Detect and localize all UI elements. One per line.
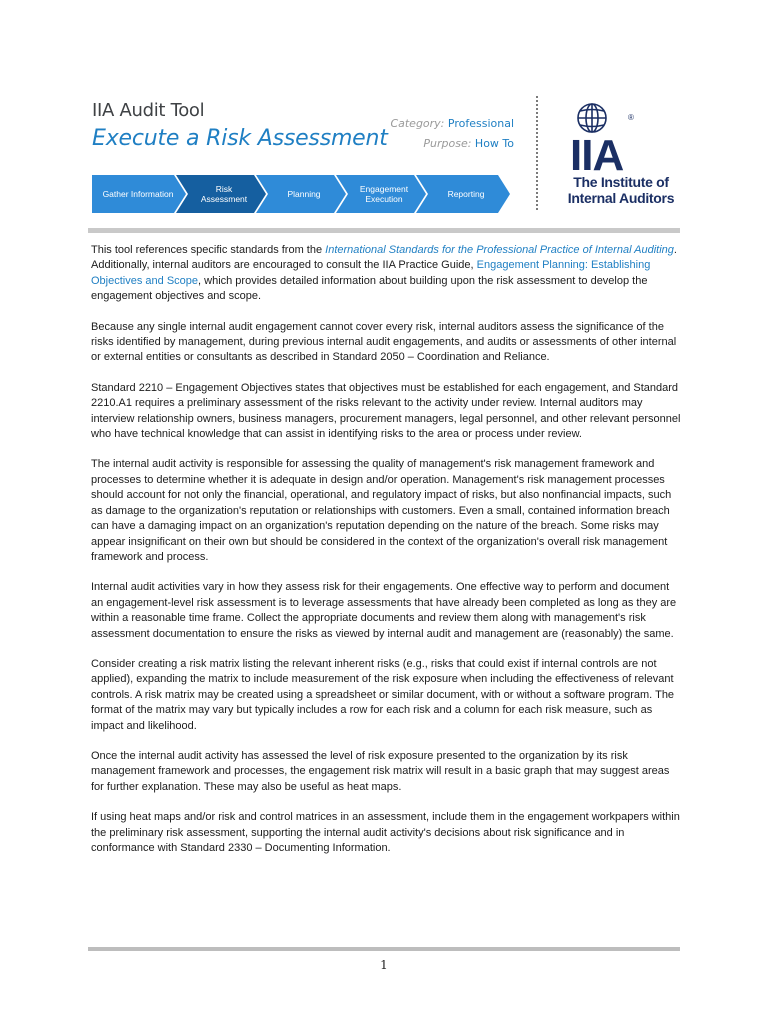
purpose-value: How To bbox=[474, 137, 514, 150]
category-label: Category: bbox=[390, 117, 445, 130]
category-row bbox=[390, 117, 514, 130]
header-divider bbox=[88, 228, 680, 233]
step-gather-information: Gather Information bbox=[102, 189, 174, 199]
paragraph-6: Consider creating a risk matrix listing the relevant inherent risks (e.g., risks that could exist if internal controls are not applied), expanding the matrix to include measurement of the risk exposure when including the effectiveness of relevant controls. A risk matrix may be created using a spreadsheet or similar document, with or without a software program. The format of the matrix may vary but typically includes a row for each risk and a column for each risk measure, such as impact and likelihood. bbox=[91, 657, 675, 732]
purpose-row bbox=[423, 137, 514, 150]
tool-label: IIA Audit Tool bbox=[92, 100, 205, 121]
footer-divider bbox=[88, 947, 680, 951]
paragraph-1: This tool references specific standards from the International Standards for the Professional Practice of Internal Auditing. Additionally, internal auditors are encouraged to consult the IIA Practice Guide, Engagement Planning: Establishing Objectives and Scope, which provides detailed information about building upon the risk assessment to develop the engagement objectives and scope. bbox=[91, 244, 677, 303]
registered-mark: ® bbox=[628, 113, 634, 122]
logo-wordmark bbox=[556, 174, 686, 206]
purpose-label: Purpose: bbox=[423, 137, 472, 150]
step-risk-assessment: Risk Assessment bbox=[200, 184, 248, 204]
document-body bbox=[91, 243, 681, 871]
dotted-divider bbox=[536, 96, 538, 210]
logo-line-1: The Institute of bbox=[573, 174, 669, 190]
paragraph-2: Because any single internal audit engagement cannot cover every risk, internal auditors assess the significance of the risks identified by management, during previous internal audit engagements, and audits or assessments of other internal or external entities or consultants as described in Standard 2050 – Coordination and Reliance. bbox=[91, 320, 677, 364]
step-engagement-execution: Engagement Execution bbox=[359, 184, 409, 204]
logo-line-2: Internal Auditors bbox=[567, 190, 675, 206]
step-reporting: Reporting bbox=[447, 189, 485, 199]
category-value: Professional bbox=[447, 117, 514, 130]
paragraph-5: Internal audit activities vary in how they assess risk for their engagements. One effective way to perform and document an engagement-level risk assessment is to leverage assessments that have already been completed as long as they are within a reasonable time frame. Collect the appropriate documents and review them along with management's risk assessment documentation to ensure the risks as viewed by internal audit and management are (reasonably) the same. bbox=[91, 581, 677, 640]
step-planning: Planning bbox=[287, 189, 321, 199]
page-title: Execute a Risk Assessment bbox=[92, 126, 388, 151]
process-steps bbox=[92, 175, 510, 213]
paragraph-3: Standard 2210 – Engagement Objectives states that objectives must be established for each engagement, and Standard 2210.A1 requires a preliminary assessment of the risks relevant to the activity under review. Internal auditors may interview relationship owners, business managers, procurement managers, legal personnel, and other relevant personnel who have technical knowledge that can assist in identifying risks to the area or process under review. bbox=[91, 381, 681, 441]
paragraph-4: The internal audit activity is responsible for assessing the quality of management's risk management framework and processes to determine whether it is adequate in design and/or operation. Management's risk management processes should account for not only the financial, operational, and regulatory impact of risks, but also nonfinancial impacts, such as damage to the organization's reputation or relationships with customers. Even a small, contained information breach can have a damaging impact on an organization's reputation depending on the nature of the breach. Some risks may appear insignificant on their own but should be considered in the context of the organization's overall risk management framework and process. bbox=[91, 458, 672, 563]
iia-mark-text: IIA bbox=[570, 131, 624, 174]
standards-link[interactable]: International Standards for the Professional Practice of Internal Auditing bbox=[325, 244, 674, 256]
iia-globe-icon bbox=[556, 100, 686, 174]
paragraph-7: Once the internal audit activity has assessed the level of risk exposure presented to the organization by its risk management framework and processes, the engagement risk matrix will result in a basic graph that may suggest areas for further explanation. These may also be useful as heat maps. bbox=[91, 749, 670, 793]
paragraph-8: If using heat maps and/or risk and control matrices in an assessment, include them in the engagement workpapers within the preliminary risk assessment, supporting the internal audit activity's decisions about risk significance and in conformance with Standard 2330 – Documenting Information. bbox=[91, 811, 680, 854]
iia-logo bbox=[556, 100, 686, 210]
page-number: 1 bbox=[380, 958, 388, 972]
practice-guide-link[interactable]: Engagement Planning: Establishing Objectives and Scope bbox=[91, 259, 651, 287]
